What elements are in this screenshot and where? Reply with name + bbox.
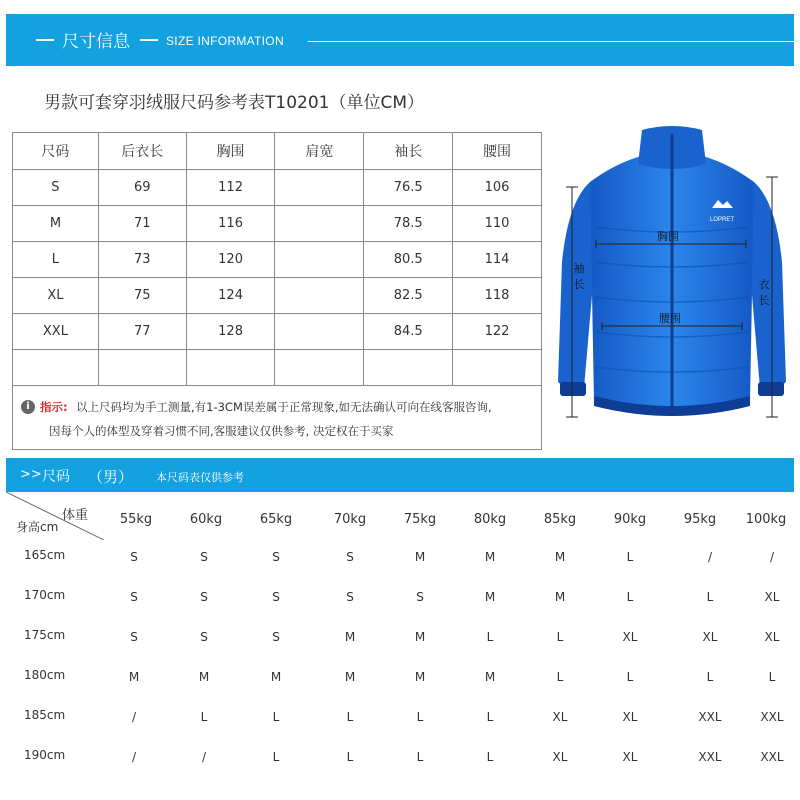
size-grid-cell: S <box>200 550 208 564</box>
weight-header: 90kg <box>613 512 647 527</box>
size-grid-cell: S <box>272 550 280 564</box>
section-header-bar <box>6 14 794 66</box>
size-grid-cell: L <box>486 630 494 644</box>
table-cell: 73 <box>98 242 186 278</box>
table-cell: 106 <box>453 170 542 206</box>
table-row-empty <box>13 350 542 386</box>
size-grid-cell: M <box>198 670 210 684</box>
size-grid-cell: S <box>200 630 208 644</box>
size-grid-cell: XL <box>552 710 568 724</box>
table-cell: 69 <box>98 170 186 206</box>
table-cell: 84.5 <box>364 314 453 350</box>
size-grid-cell: / <box>201 750 207 764</box>
size-grid-cell: S <box>272 630 280 644</box>
table-cell <box>364 350 453 386</box>
table-cell <box>453 350 542 386</box>
size-grid-cell: L <box>626 670 634 684</box>
header-dash-left <box>36 39 54 41</box>
table-row <box>13 278 542 314</box>
size-grid-cell: M <box>554 550 566 564</box>
table-row <box>13 314 542 350</box>
table-cell: XL <box>13 278 99 314</box>
weight-header: 95kg <box>683 512 717 527</box>
note-label: 指示: <box>40 400 68 414</box>
size-grid-cell: M <box>414 630 426 644</box>
table-cell: 124 <box>186 278 275 314</box>
size-grid-cell: XL <box>622 710 638 724</box>
header-divider <box>308 41 794 42</box>
waist-label: 腰围 <box>659 312 681 325</box>
header-dash-right <box>140 39 158 41</box>
sleeve-label-1: 袖 <box>573 262 585 275</box>
bar-arrows: >> <box>20 467 42 482</box>
height-axis-label: 身高cm <box>16 520 59 534</box>
bar-title: 尺码 <box>42 469 70 485</box>
table-cell: 122 <box>453 314 542 350</box>
size-grid-cell: L <box>272 750 280 764</box>
length-label-2: 长 <box>758 294 770 307</box>
size-grid-cell: M <box>414 550 426 564</box>
size-grid-cell: M <box>484 590 496 604</box>
size-grid-cell: S <box>130 590 138 604</box>
table-row <box>13 242 542 278</box>
bar-note: 本尺码表仅供参考 <box>156 471 244 484</box>
size-grid-cell: / <box>769 550 775 564</box>
table-row <box>13 170 542 206</box>
table-cell: 76.5 <box>364 170 453 206</box>
size-grid-cell: L <box>556 630 564 644</box>
weight-header: 75kg <box>403 512 437 527</box>
info-icon: i <box>21 400 35 414</box>
table-cell <box>13 350 99 386</box>
table-cell: 80.5 <box>364 242 453 278</box>
weight-header: 85kg <box>543 512 577 527</box>
chest-label: 胸围 <box>657 230 679 243</box>
col-header-shoulder: 肩宽 <box>275 133 364 170</box>
size-grid-cell: M <box>484 550 496 564</box>
size-grid-cell: M <box>414 670 426 684</box>
table-cell: 128 <box>186 314 275 350</box>
table-cell: 116 <box>186 206 275 242</box>
size-grid-cell: L <box>486 750 494 764</box>
section-subtitle: SIZE INFORMATION <box>166 34 284 48</box>
size-grid-cell: XL <box>702 630 718 644</box>
size-grid-cell: S <box>200 590 208 604</box>
size-grid-cell: S <box>346 550 354 564</box>
weight-header: 55kg <box>119 512 153 527</box>
table-cell: 118 <box>453 278 542 314</box>
table-cell: 114 <box>453 242 542 278</box>
size-chart-bar <box>6 458 794 492</box>
table-cell: 82.5 <box>364 278 453 314</box>
table-cell <box>275 350 364 386</box>
col-header-size: 尺码 <box>13 133 99 170</box>
size-grid-cell: XL <box>764 590 780 604</box>
table-title: 男款可套穿羽绒服尺码参考表T10201（单位CM） <box>44 93 425 113</box>
table-cell <box>275 314 364 350</box>
measurement-note <box>12 384 542 450</box>
height-label: 165cm <box>24 548 66 562</box>
bar-gender: （男） <box>88 468 134 486</box>
table-cell <box>186 350 275 386</box>
size-grid-cell: S <box>130 550 138 564</box>
size-grid-cell: XL <box>622 750 638 764</box>
size-grid-cell: L <box>556 670 564 684</box>
size-grid-cell: M <box>344 630 356 644</box>
note-line-1: 以上尺码均为手工测量,有1-3CM误差属于正常现象,如无法确认可向在线客服咨询, <box>76 400 492 414</box>
height-label: 175cm <box>24 628 66 642</box>
weight-header: 80kg <box>473 512 507 527</box>
col-header-chest: 胸围 <box>186 133 275 170</box>
size-grid-cell: L <box>346 710 354 724</box>
size-grid-cell: / <box>131 750 137 764</box>
table-cell: M <box>13 206 99 242</box>
table-cell: L <box>13 242 99 278</box>
table-cell: 71 <box>98 206 186 242</box>
height-label: 170cm <box>24 588 66 602</box>
size-grid-cell: L <box>346 750 354 764</box>
col-header-back-length: 后衣长 <box>98 133 186 170</box>
size-grid-cell: XL <box>552 750 568 764</box>
size-grid-cell: L <box>706 590 714 604</box>
size-grid-cell: S <box>346 590 354 604</box>
section-title: 尺寸信息 <box>62 32 130 52</box>
size-grid-cell: / <box>131 710 137 724</box>
table-cell: 120 <box>186 242 275 278</box>
size-grid-cell: L <box>416 710 424 724</box>
weight-header: 60kg <box>189 512 223 527</box>
right-cuff <box>758 382 784 396</box>
table-cell <box>275 206 364 242</box>
size-grid-cell: M <box>554 590 566 604</box>
table-header-row <box>13 133 542 170</box>
height-label: 185cm <box>24 708 66 722</box>
size-grid-cell: L <box>706 670 714 684</box>
table-cell: 77 <box>98 314 186 350</box>
size-grid-cell: M <box>270 670 282 684</box>
brand-logo-text: LOPRET <box>709 217 735 223</box>
size-grid-cell: M <box>344 670 356 684</box>
table-cell <box>275 278 364 314</box>
size-grid-cell: L <box>486 710 494 724</box>
note-line-2: 因每个人的体型及穿着习惯不同,客服建议仅供参考, 决定权在于买家 <box>49 424 394 438</box>
table-cell: 75 <box>98 278 186 314</box>
size-grid-cell: XXL <box>760 710 784 724</box>
size-grid-cell: L <box>626 590 634 604</box>
size-grid-cell: L <box>272 710 280 724</box>
size-grid-cell: XL <box>622 630 638 644</box>
jacket-illustration <box>550 112 794 432</box>
weight-axis-label: 体重 <box>62 508 89 523</box>
size-grid-cell: M <box>128 670 140 684</box>
weight-header: 100kg <box>745 512 787 527</box>
size-grid-cell: / <box>707 550 713 564</box>
weight-header: 70kg <box>333 512 367 527</box>
size-grid-cell: L <box>626 550 634 564</box>
table-cell: S <box>13 170 99 206</box>
size-grid-cell: XXL <box>760 750 784 764</box>
size-table <box>12 132 542 386</box>
size-grid-cell: XL <box>764 630 780 644</box>
weight-header: 65kg <box>259 512 293 527</box>
size-grid-cell: S <box>416 590 424 604</box>
table-cell: XXL <box>13 314 99 350</box>
table-cell <box>98 350 186 386</box>
table-row <box>13 206 542 242</box>
table-cell <box>275 170 364 206</box>
height-label: 190cm <box>24 748 66 762</box>
table-cell: 110 <box>453 206 542 242</box>
size-grid-cell: XXL <box>698 750 722 764</box>
size-grid-cell: S <box>130 630 138 644</box>
col-header-sleeve: 袖长 <box>364 133 453 170</box>
height-label: 180cm <box>24 668 66 682</box>
length-label-1: 衣 <box>758 278 770 291</box>
size-grid-cell: L <box>200 710 208 724</box>
jacket-image <box>550 112 794 432</box>
size-grid-cell: S <box>272 590 280 604</box>
size-grid-cell: L <box>768 670 776 684</box>
left-cuff <box>560 382 586 396</box>
table-cell: 78.5 <box>364 206 453 242</box>
table-cell <box>275 242 364 278</box>
size-grid-cell: L <box>416 750 424 764</box>
table-cell: 112 <box>186 170 275 206</box>
size-grid-cell: M <box>484 670 496 684</box>
col-header-waist: 腰围 <box>453 133 542 170</box>
size-grid-cell: XXL <box>698 710 722 724</box>
sleeve-label-2: 长 <box>573 278 585 291</box>
